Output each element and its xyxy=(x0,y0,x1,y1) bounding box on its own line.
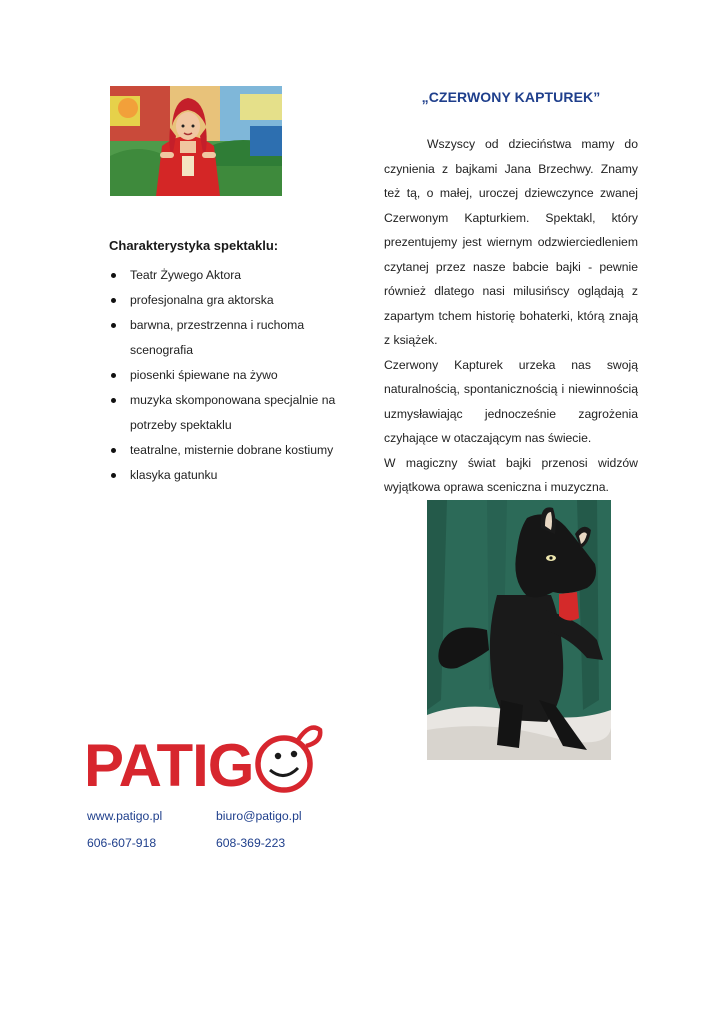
list-item xyxy=(109,388,359,438)
phone-number-2: 608-369-223 xyxy=(216,836,286,850)
list-item xyxy=(109,363,359,388)
bullet-icon xyxy=(111,273,116,278)
description-paragraph-3: W magiczny świat bajki przenosi widzów wyjątkowa oprawa sceniczna i muzyczna. xyxy=(384,455,638,494)
list-item-text: teatralne, misternie dobrane kostiumy xyxy=(130,443,334,457)
bullet-icon xyxy=(111,373,116,378)
list-item-text: profesjonalna gra aktorska xyxy=(130,293,274,307)
smiley-o-icon xyxy=(258,728,320,790)
phone-number-1: 606-607-918 xyxy=(87,836,157,850)
bullet-icon xyxy=(111,323,116,328)
description-paragraph-1: Wszyscy od dzieciństwa mamy do czynienia z bajkami Jana Brzechwy. Znamy też tą, o małej, uroczej dziewczynce zwanej Czerwonym Kapturkiem. Spektakl, który prezentujemy jest wiernym odzwierciedleniem czytanej przez nasze babcie bajki - pewnie również dlatego nasi milusińscy oglądają z zapartym tchem historię bohaterki, którą znają z książek. xyxy=(384,137,638,347)
list-item-text: piosenki śpiewane na żywo xyxy=(130,368,278,382)
list-item xyxy=(109,463,359,488)
patigo-logo xyxy=(84,716,324,800)
bullet-icon xyxy=(111,298,116,303)
actress-photo xyxy=(110,86,282,196)
bullet-icon xyxy=(111,448,116,453)
list-item xyxy=(109,438,359,463)
list-item xyxy=(109,263,359,288)
list-item-text: muzyka skomponowana specjalnie na potrzeby spektaklu xyxy=(130,393,336,432)
bullet-icon xyxy=(111,398,116,403)
logo-text: PATIG xyxy=(84,732,254,799)
characteristics-heading: Charakterystyka spektaklu: xyxy=(109,238,279,253)
list-item-text: Teatr Żywego Aktora xyxy=(130,268,242,282)
characteristics-list xyxy=(109,263,359,488)
website-link[interactable]: www.patigo.pl xyxy=(87,809,163,823)
wolf-costume-photo xyxy=(427,500,611,760)
list-item xyxy=(109,313,359,363)
list-item xyxy=(109,288,359,313)
email-link[interactable]: biuro@patigo.pl xyxy=(216,809,302,823)
page-title: „CZERWONY KAPTUREK” xyxy=(421,89,601,105)
description-paragraph-2: Czerwony Kapturek urzeka nas swoją naturalnością, spontanicznością i niewinnością uzmysławiając jednocześnie zagrożenia czyhające w otaczającym nas świecie. xyxy=(384,357,638,445)
bullet-icon xyxy=(111,473,116,478)
list-item-text: barwna, przestrzenna i ruchoma scenografia xyxy=(130,318,305,357)
list-item-text: klasyka gatunku xyxy=(130,468,218,482)
description xyxy=(384,132,638,500)
